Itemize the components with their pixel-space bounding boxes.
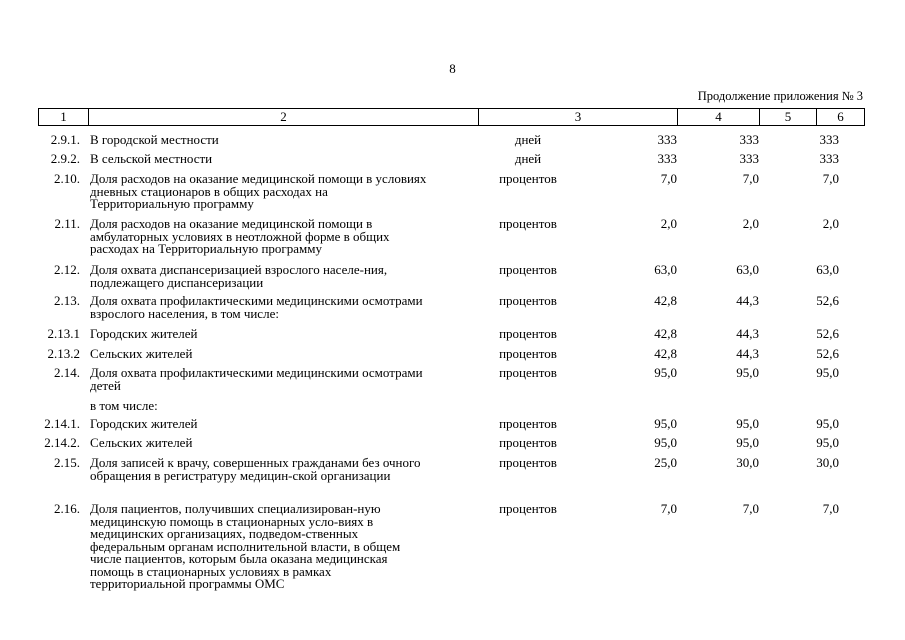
row-number: 2.12. [54, 262, 80, 277]
header-col-3: 3 [479, 109, 678, 125]
row-indicator-name: Сельских жителей [90, 435, 193, 450]
row-value-col-4: 7,0 [660, 171, 677, 186]
row-unit: процентов [499, 262, 557, 277]
row-number: 2.13. [54, 293, 80, 308]
row-value-col-5: 44,3 [736, 326, 759, 341]
row-value-col-4: 333 [657, 151, 677, 166]
row-value-col-4: 333 [657, 132, 677, 147]
row-unit: процентов [499, 346, 557, 361]
row-value-col-6: 333 [819, 132, 839, 147]
row-value-col-4: 95,0 [654, 435, 677, 450]
row-value-col-6: 63,0 [816, 262, 839, 277]
header-col-2: 2 [89, 109, 479, 125]
row-unit: процентов [499, 435, 557, 450]
row-value-col-5: 44,3 [736, 346, 759, 361]
row-unit: процентов [499, 293, 557, 308]
header-col-6: 6 [837, 109, 844, 124]
row-value-col-6: 95,0 [816, 365, 839, 380]
row-indicator-name: Доля записей к врачу, совершенных гражданами без очного обращения в регистратуру медицин-ской организации [90, 455, 421, 483]
row-indicator-name: Доля пациентов, получивших специализирован-ную медицинскую помощь в стационарных усло-виях в медицинских организациях, подведом-ственных федеральным органам исполнительной власти, в общем числе пациентов, которым была оказана медицинская помощь в стационарных условиях в рамках территориальной программы ОМС [90, 501, 401, 591]
row-value-col-6: 95,0 [816, 435, 839, 450]
row-indicator-name: В сельской местности [90, 151, 213, 166]
row-number: 2.9.2. [50, 151, 80, 166]
row-number: 2.14.2. [44, 435, 80, 450]
row-value-col-4: 95,0 [654, 416, 677, 431]
row-value-col-6: 30,0 [816, 455, 839, 470]
row-number: 2.10. [54, 171, 80, 186]
page-number: 8 [449, 61, 456, 76]
row-unit: дней [514, 132, 542, 147]
row-value-col-5: 95,0 [736, 416, 759, 431]
row-value-col-6: 52,6 [816, 293, 839, 308]
row-value-col-5: 30,0 [736, 455, 759, 470]
row-unit: процентов [499, 416, 557, 431]
row-number: 2.14.1. [44, 416, 80, 431]
row-indicator-name: Городских жителей [90, 416, 198, 431]
row-number: 2.16. [54, 501, 80, 516]
table-header [38, 108, 865, 126]
row-indicator-name: Доля расходов на оказание медицинской помощи в условиях дневных стационаров в общих расходах на Территориальную программу [90, 171, 427, 211]
row-number: 2.15. [54, 455, 80, 470]
row-indicator-name: Сельских жителей [90, 346, 193, 361]
row-value-col-4: 95,0 [654, 365, 677, 380]
row-value-col-4: 42,8 [654, 346, 677, 361]
row-value-col-6: 52,6 [816, 326, 839, 341]
row-unit: процентов [499, 171, 557, 186]
row-value-col-4: 63,0 [654, 262, 677, 277]
row-value-col-6: 333 [819, 151, 839, 166]
row-value-col-6: 95,0 [816, 416, 839, 431]
row-indicator-name: Городских жителей [90, 326, 198, 341]
row-value-col-4: 42,8 [654, 293, 677, 308]
header-col-4: 4 [678, 109, 760, 125]
row-value-col-4: 2,0 [660, 216, 677, 231]
row-value-col-5: 2,0 [742, 216, 759, 231]
row-number: 2.9.1. [50, 132, 80, 147]
row-value-col-4: 25,0 [654, 455, 677, 470]
row-number: 2.13.2 [47, 346, 80, 361]
row-number: 2.14. [54, 365, 80, 380]
row-value-col-6: 2,0 [822, 216, 839, 231]
row-value-col-6: 7,0 [822, 171, 839, 186]
row-indicator-name: Доля охвата профилактическими медицинскими осмотрами взрослого населения, в том числе: [90, 293, 423, 321]
row-indicator-name: Доля расходов на оказание медицинской помощи в амбулаторных условиях в неотложной форме в общих расходах на Территориальную программу [90, 216, 390, 256]
row-value-col-5: 333 [739, 132, 759, 147]
continuation-label: Продолжение приложения № 3 [697, 89, 863, 103]
row-value-col-5: 7,0 [742, 501, 759, 516]
row-unit: процентов [499, 455, 557, 470]
row-indicator-name: В городской местности [90, 132, 219, 147]
header-col-5: 5 [760, 109, 817, 125]
row-unit: процентов [499, 501, 557, 516]
row-value-col-4: 7,0 [660, 501, 677, 516]
row-value-col-4: 42,8 [654, 326, 677, 341]
row-indicator-name: Доля охвата профилактическими медицинскими осмотрами детей [90, 365, 423, 393]
row-value-col-5: 95,0 [736, 365, 759, 380]
row-number: 2.11. [54, 216, 80, 231]
row-indicator-name: в том числе: [90, 398, 158, 413]
row-indicator-name: Доля охвата диспансеризацией взрослого населе-ния, подлежащего диспансеризации [90, 262, 388, 290]
row-unit: процентов [499, 216, 557, 231]
row-value-col-5: 95,0 [736, 435, 759, 450]
row-value-col-5: 44,3 [736, 293, 759, 308]
row-value-col-5: 63,0 [736, 262, 759, 277]
row-number: 2.13.1 [47, 326, 80, 341]
header-col-1: 1 [39, 109, 89, 125]
row-value-col-6: 52,6 [816, 346, 839, 361]
row-value-col-6: 7,0 [822, 501, 839, 516]
row-unit: процентов [499, 326, 557, 341]
row-unit: процентов [499, 365, 557, 380]
row-value-col-5: 7,0 [742, 171, 759, 186]
row-unit: дней [514, 151, 542, 166]
row-value-col-5: 333 [739, 151, 759, 166]
